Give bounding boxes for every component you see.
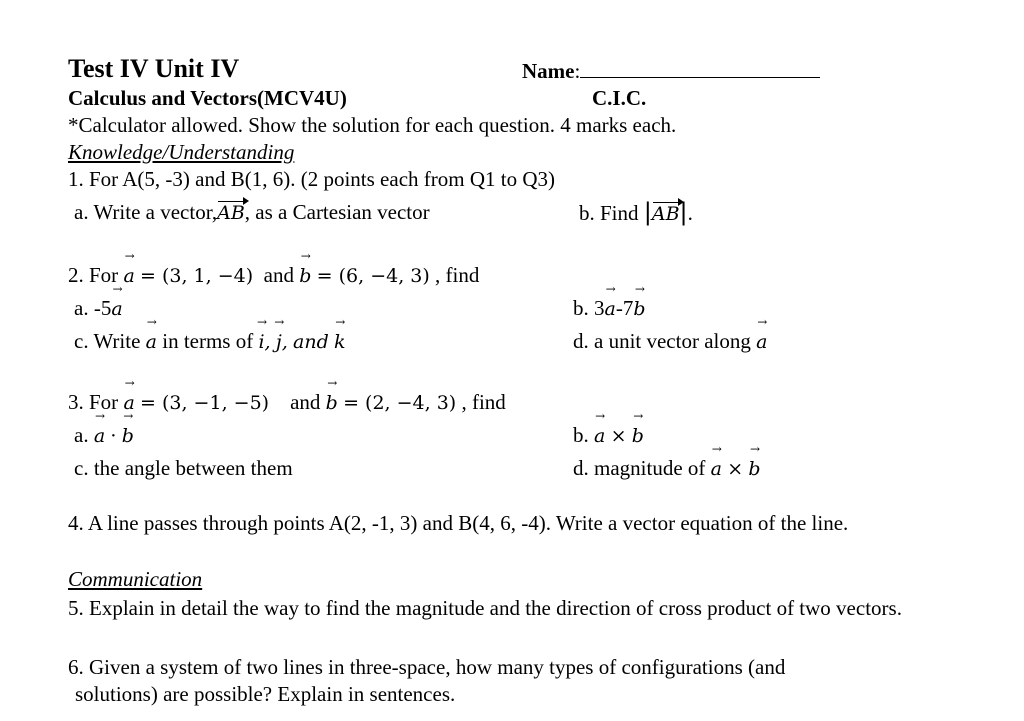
q3a-prefix: a. — [74, 423, 89, 447]
q3-find: , find — [461, 390, 506, 414]
q1b-suffix: . — [687, 201, 693, 225]
abs-bar-right: | — [679, 198, 688, 226]
q1b-prefix: b. Find — [579, 201, 639, 225]
q2a-prefix: a. -5 — [74, 296, 112, 320]
q2-stem — [68, 262, 479, 289]
abs-bar-left: | — [643, 198, 652, 226]
vector-ab: AB — [217, 202, 245, 224]
unit-vector-i: → i — [258, 329, 264, 355]
q3-part-a — [74, 422, 134, 449]
q2-find: , find — [435, 263, 480, 287]
q4-text: 4. A line passes through points A(2, -1, 3) and B(4, 6, -4). Write a vector equation of the line. — [68, 511, 849, 535]
vector-ab-magnitude: AB — [651, 203, 680, 225]
q2-a-value: = (3, 1, −4) — [140, 265, 254, 287]
q3-stem — [68, 389, 506, 416]
q3-b-value: = (2, −4, 3) — [343, 392, 457, 414]
q3-part-c: c. the angle between them — [74, 456, 293, 480]
vector-a: → a — [123, 390, 134, 416]
section-communication: Communication — [68, 567, 203, 591]
q1a-prefix: a. Write a vector, — [74, 200, 218, 224]
q3-part-d — [573, 455, 761, 482]
vector-a: → a — [94, 423, 105, 449]
instructions: *Calculator allowed. Show the solution for each question. 4 marks each. — [68, 113, 677, 137]
q3d-prefix: d. magnitude of — [573, 456, 706, 480]
name-blank — [580, 59, 820, 78]
q2d-prefix: d. a unit vector along — [573, 329, 751, 353]
unit-vector-k: → k — [334, 329, 346, 355]
cross-operator: × — [727, 458, 744, 480]
vector-b: → b — [299, 263, 311, 289]
q1-part-a — [74, 199, 430, 226]
q1a-suffix: , as a Cartesian vector — [244, 200, 430, 224]
vector-a: → a — [123, 263, 134, 289]
name-field-label: Name: — [522, 58, 820, 84]
vector-b: → b — [122, 423, 134, 449]
q2c-and: and — [293, 331, 329, 353]
section-knowledge: Knowledge/Understanding — [68, 140, 295, 164]
vector-a: → a — [594, 423, 605, 449]
q2-lead: 2. For — [68, 263, 119, 287]
q1-part-b — [579, 199, 693, 227]
vector-a: → a — [146, 329, 157, 355]
q2-part-a — [74, 295, 123, 322]
vector-b: → b — [633, 296, 645, 322]
comma: , — [264, 331, 271, 353]
q3-lead: 3. For — [68, 390, 119, 414]
vector-b: → b — [632, 423, 644, 449]
q3-part-b — [573, 422, 644, 449]
q3b-prefix: b. — [573, 423, 589, 447]
q2-part-b — [573, 295, 646, 322]
name-label: Name — [522, 59, 575, 83]
q1-stem: 1. For A(5, -3) and B(1, 6). (2 points each from Q1 to Q3) — [68, 167, 555, 191]
comma: , — [281, 331, 288, 353]
q2-b-value: = (6, −4, 3) — [316, 265, 430, 287]
vector-a: → a — [111, 296, 122, 322]
vector-a: → a — [756, 329, 767, 355]
q6-line2: solutions) are possible? Explain in sentences. — [75, 682, 456, 706]
q2c-mid: in terms of — [162, 329, 254, 353]
q2-part-d — [573, 328, 767, 355]
vector-a: → a — [605, 296, 616, 322]
vector-a: → a — [711, 456, 722, 482]
unit-vector-j: → j — [276, 329, 282, 355]
q5-text: 5. Explain in detail the way to find the magnitude and the direction of cross product of two vectors. — [68, 596, 902, 620]
dot-operator: · — [110, 425, 117, 447]
q3-and: and — [290, 390, 321, 414]
vector-b: → b — [748, 456, 760, 482]
q2-part-c — [74, 328, 346, 355]
q2b-prefix: b. 3 — [573, 296, 605, 320]
cross-operator: × — [610, 425, 627, 447]
vector-b: → b — [326, 390, 338, 416]
school-name: C.I.C. — [592, 86, 647, 110]
q6-line1: 6. Given a system of two lines in three-space, how many types of configurations (and — [68, 655, 786, 679]
page-title: Test IV Unit IV — [68, 54, 240, 83]
q2-and: and — [263, 263, 294, 287]
course-title: Calculus and Vectors(MCV4U) — [68, 86, 347, 110]
q2c-prefix: c. Write — [74, 329, 141, 353]
q2b-mid: -7 — [615, 296, 634, 320]
q3-a-value: = (3, −1, −5) — [140, 392, 270, 414]
